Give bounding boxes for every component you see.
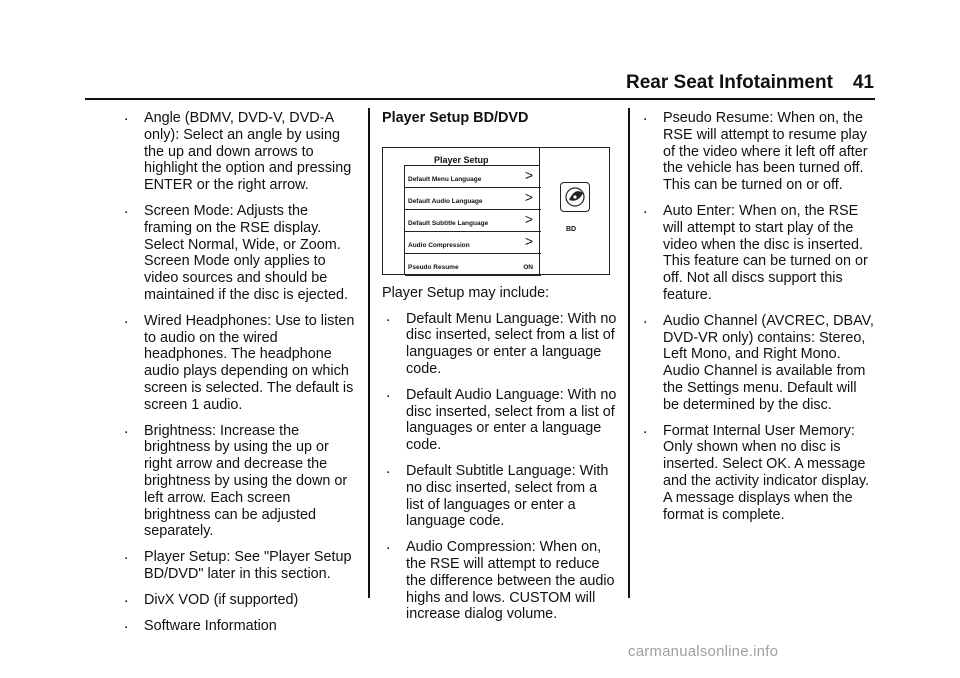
page-header: [626, 72, 874, 94]
list-item: . Screen Mode: Adjusts the framing on the RSE display. Select Normal, Wide, or Zoom. Screen Mode only applies to video sources and should be maintained if the disc is ejected.: [124, 199, 348, 303]
menu-row: Default Menu Language >: [405, 166, 541, 188]
menu-row: Default Subtitle Language >: [405, 210, 541, 232]
list-item: . Format Internal User Memory: Only shown when no disc is inserted. Select OK. A message and the activity indicator display. A message displays when the format is complete.: [643, 419, 870, 523]
toggle-value: ON: [523, 263, 533, 271]
page-number: 41: [852, 72, 874, 93]
list-item: . Default Audio Language: With no disc inserted, select from a list of languages or enter a language code.: [386, 383, 617, 454]
list-item: . Brightness: Increase the brightness by using the up or right arrow and decrease the brightness by using the down or left arrow. Each screen brightness can be adjusted separately.: [124, 419, 348, 540]
player-setup-menu: [404, 148, 535, 274]
column-1: [120, 107, 356, 643]
chevron-right-icon: >: [524, 188, 533, 205]
menu-row: Audio Compression >: [405, 232, 541, 254]
column-3: [639, 107, 875, 532]
list-item: . Wired Headphones: Use to listen to audio on the wired headphones. The headphone audio plays depending on which screen is selected. The default is screen 1 audio.: [124, 309, 355, 413]
player-setup-figure: [382, 147, 610, 275]
column-2: [382, 110, 618, 632]
section-heading: Player Setup BD/DVD: [382, 110, 529, 126]
list-item: . DivX VOD (if supported): [124, 588, 299, 608]
watermark: carmanualsonline.info: [628, 643, 779, 660]
header-rule: [85, 98, 875, 100]
bluray-disc-icon: [560, 182, 590, 212]
chevron-right-icon: >: [524, 210, 533, 227]
chevron-right-icon: >: [524, 232, 533, 249]
chevron-right-icon: >: [524, 166, 533, 183]
list-item: . Audio Channel (AVCREC, DBAV, DVD-VR only) contains: Stereo, Left Mono, and Right Mono. Audio Channel is available from the Settings menu. Default will be determined by the disc.: [643, 309, 874, 413]
list-item: . Auto Enter: When on, the RSE will attempt to start play of the video when the disc is inserted. This feature can be turned on or off. Not all discs support this feature.: [643, 199, 868, 303]
menu-row: Default Audio Language >: [405, 188, 541, 210]
menu-row: Pseudo Resume ON: [405, 254, 541, 276]
list-item: . Default Subtitle Language: With no disc inserted, select from a list of languages or enter a language code.: [386, 459, 609, 530]
menu-title: Player Setup: [434, 154, 489, 165]
intro-text: Player Setup may include:: [382, 284, 550, 301]
menu-box: [404, 165, 540, 275]
column-divider-2: [628, 108, 630, 598]
list-item: . Audio Compression: When on, the RSE will attempt to reduce the difference between the audio highs and lows. CUSTOM will increase dialog volume.: [386, 536, 615, 623]
figure-divider: [539, 148, 540, 274]
list-item: . Default Menu Language: With no disc inserted, select from a list of languages or enter a language code.: [386, 307, 617, 377]
list-item: . Pseudo Resume: When on, the RSE will attempt to resume play of the video where it left off after the vehicle has been turned off. This can be turned on or off.: [643, 107, 868, 194]
section-title: Rear Seat Infotainment: [626, 72, 833, 93]
list-item: . Software Information: [124, 614, 277, 634]
list-item: . Angle (BDMV, DVD-V, DVD-A only): Select an angle by using the up and down arrows to highlight the option and pressing ENTER or the right arrow.: [124, 107, 352, 194]
list-item: . Player Setup: See "Player Setup BD/DVD" later in this section.: [124, 546, 352, 582]
bd-label: BD: [566, 225, 577, 233]
column-divider-1: [368, 108, 370, 598]
bluray-disc-icon-svg: [561, 183, 589, 211]
